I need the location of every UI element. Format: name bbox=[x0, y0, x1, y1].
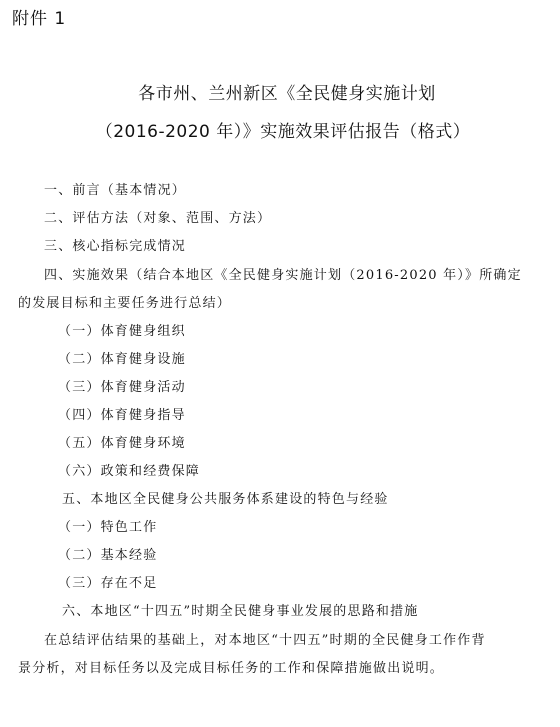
section-4-heading: 四、实施效果（结合本地区《全民健身实施计划（2016-2020 年）》所确定 bbox=[44, 268, 522, 283]
attachment-label: 附件 1 bbox=[12, 9, 67, 29]
section-3-heading: 三、核心指标完成情况 bbox=[44, 239, 187, 254]
section-4-item-2: （二）体育健身设施 bbox=[58, 352, 186, 367]
section-1-heading: 一、前言（基本情况） bbox=[44, 183, 187, 198]
document-title-line-1: 各市州、兰州新区《全民健身实施计划 bbox=[138, 84, 436, 104]
document-title-line-2: （2016-2020 年）》实施效果评估报告（格式） bbox=[95, 122, 471, 142]
section-4-item-5: （五）体育健身环境 bbox=[58, 436, 186, 451]
section-4-item-4: （四）体育健身指导 bbox=[58, 408, 186, 423]
section-4-heading-continued: 的发展目标和主要任务进行总结） bbox=[18, 296, 232, 311]
section-6-heading: 六、本地区“十四五”时期全民健身事业发展的思路和措施 bbox=[62, 604, 419, 619]
section-5-heading: 五、本地区全民健身公共服务体系建设的特色与经验 bbox=[62, 492, 389, 507]
section-2-heading: 二、评估方法（对象、范围、方法） bbox=[44, 211, 272, 226]
section-5-item-3: （三）存在不足 bbox=[58, 576, 158, 591]
closing-paragraph-line-1: 在总结评估结果的基础上，对本地区“十四五”时期的全民健身工作作背 bbox=[44, 633, 486, 648]
closing-paragraph-line-2: 景分析，对目标任务以及完成目标任务的工作和保障措施做出说明。 bbox=[18, 661, 445, 676]
section-5-item-2: （二）基本经验 bbox=[58, 548, 158, 563]
section-4-item-3: （三）体育健身活动 bbox=[58, 380, 186, 395]
section-4-item-1: （一）体育健身组织 bbox=[58, 324, 186, 339]
section-5-item-1: （一）特色工作 bbox=[58, 520, 158, 535]
section-4-item-6: （六）政策和经费保障 bbox=[58, 464, 201, 479]
